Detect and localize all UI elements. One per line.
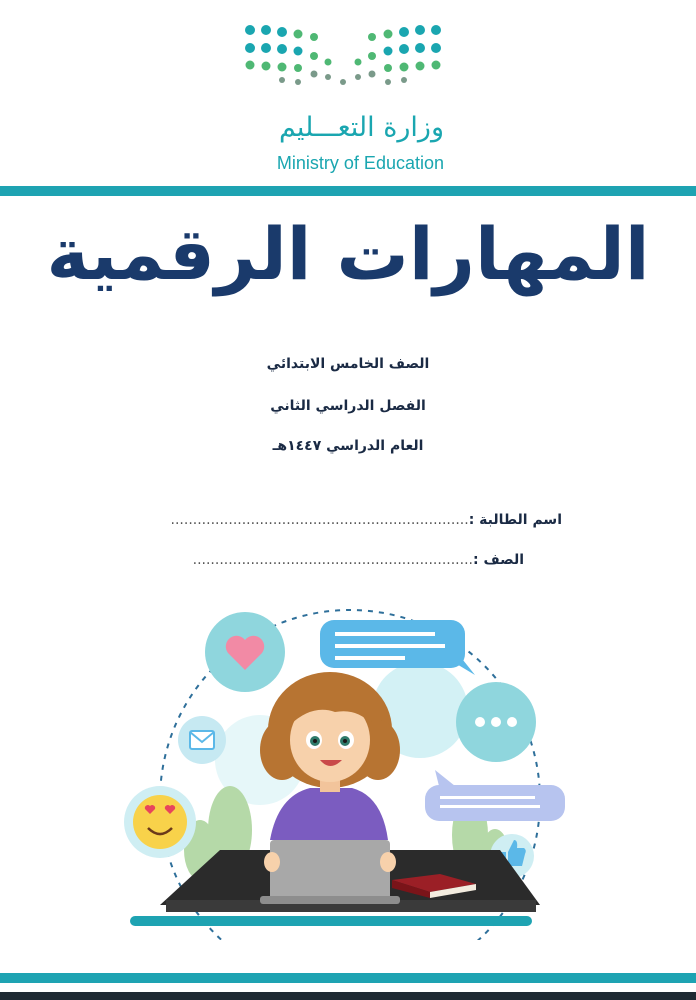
ministry-logo: [0, 0, 696, 185]
student-laptop-illustration: [120, 600, 580, 940]
ministry-name-arabic: وزارة التعـــليم: [278, 112, 444, 143]
mail-icon: [178, 716, 226, 764]
bottom-dark-band: [0, 992, 696, 1000]
student-name-label: اسم الطالبة :: [468, 512, 562, 528]
ellipsis-icon: [456, 682, 536, 762]
bottom-divider-band: [0, 973, 696, 983]
grade-line: الصف الخامس الابتدائي: [266, 356, 430, 372]
class-label: الصف :: [473, 552, 524, 568]
class-dots: ...............................................................: [192, 552, 473, 568]
smile-heart-eyes-icon: [124, 786, 196, 858]
year-line: العام الدراسي ١٤٤٧هـ: [272, 438, 424, 454]
laptop-icon: [260, 840, 400, 904]
semester-line: الفصل الدراسي الثاني: [270, 398, 426, 414]
ministry-emblem-icon: [238, 20, 448, 92]
student-name-dots: ...................................................................: [170, 512, 469, 528]
class-field[interactable]: [193, 552, 524, 568]
chat-bubble-icon: [320, 620, 475, 675]
top-divider-band: [0, 186, 696, 196]
heart-icon: [205, 612, 285, 692]
page-title: المهارات الرقمية: [46, 212, 650, 296]
ministry-name-english: Ministry of Education: [276, 153, 444, 173]
chat-bubble-small-icon: [425, 770, 565, 821]
student-name-field[interactable]: [171, 512, 562, 528]
